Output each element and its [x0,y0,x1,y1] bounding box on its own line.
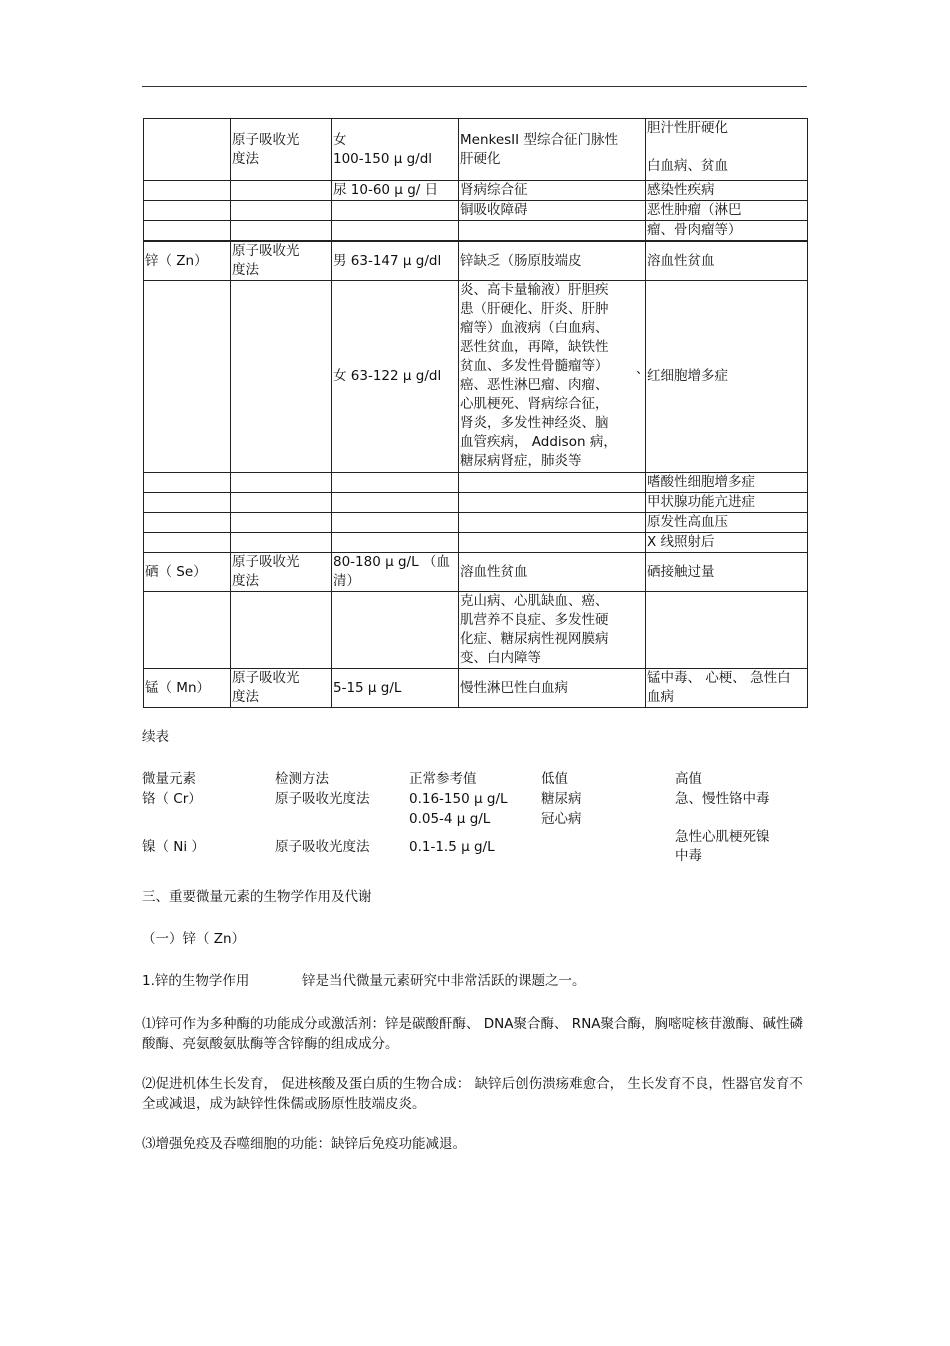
table-cell [332,533,459,553]
table-cell [144,473,231,493]
table-cell: 嗜酸性细胞增多症 [646,473,808,493]
table-cell: 80-180 μ g/L （血 清） [332,553,459,592]
table-cell [459,473,646,493]
table-cell: 锰中毒、 心梗、 急性白 血病 [646,669,808,708]
table-cell [144,533,231,553]
table-cell [144,592,231,669]
col-header-element: 微量元素 [142,771,196,787]
table-cell [332,513,459,533]
paragraph-1: ⑴锌可作为多种酶的功能成分或激活剂：锌是碳酸酐酶、 DNA聚合酶、 RNA聚合酶，胸嘧啶核苷激酶、碱性磷酸酶、亮氨酸氨肽酶等含锌酶的组成成分。 [142,1016,804,1052]
ni-element: 镍（ Ni ） [142,839,205,855]
table-cell: 锌缺乏（肠原肢端皮 [459,241,646,281]
table-cell [332,201,459,221]
table-cell [231,221,332,242]
table-cell: 5-15 μ g/L [332,669,459,708]
table-cell: 溶血性贫血 [646,241,808,281]
cr-low-1: 糖尿病 [541,791,582,807]
cr-method: 原子吸收光度法 [275,791,370,807]
table-cell: 硒（ Se） [144,553,231,592]
table-cell [231,281,332,473]
table-cell: 原子吸收光 度法 [231,119,332,181]
table-row [144,553,808,592]
table-cell [332,221,459,242]
stray-mark: 、 [636,362,650,377]
table-cell: 锰（ Mn） [144,669,231,708]
ni-method: 原子吸收光度法 [275,839,370,855]
cr-element: 铬（ Cr） [142,791,202,807]
item1-text: 锌是当代微量元素研究中非常活跃的课题之一。 [302,973,586,989]
continued-title: 续表 [142,729,169,745]
table-cell: 硒接触过量 [646,553,808,592]
table-cell: 恶性肿瘤（淋巴 [646,201,808,221]
table-cell [459,513,646,533]
table-cell [144,221,231,242]
table-cell [231,592,332,669]
table-row [144,533,808,553]
table-row [144,221,808,242]
col-header-method: 检测方法 [275,771,329,787]
ni-high: 急性心肌梗死镍 中毒 [675,829,770,864]
table-cell [332,473,459,493]
section-heading: 三、重要微量元素的生物学作用及代谢 [142,889,372,905]
table-cell [144,493,231,513]
table-cell [332,592,459,669]
table-cell: MenkesII 型综合征门脉性 肝硬化 [459,119,646,181]
table-row [144,201,808,221]
table-cell: 铜吸收障碍 [459,201,646,221]
table-cell: 尿 10-60 μ g/ 日 [332,181,459,201]
table-cell [646,592,808,669]
table-cell [231,181,332,201]
table-cell: X 线照射后 [646,533,808,553]
table-row [144,669,808,708]
table-cell: 肾病综合征 [459,181,646,201]
cr-high: 急、慢性铬中毒 [675,791,770,807]
table-cell: 慢性淋巴性白血病 [459,669,646,708]
table-cell: 原子吸收光 度法 [231,669,332,708]
table-cell: 克山病、心肌缺血、癌、 肌营养不良症、多发性硬 化症、糖尿病性视网膜病 变、白内障等 [459,592,646,669]
table-cell [459,221,646,242]
table-cell [144,513,231,533]
table-cell [144,181,231,201]
table-row [144,281,808,473]
cr-value-1: 0.16-150 μ g/L [409,791,508,807]
table-cell [144,119,231,181]
table-row [144,473,808,493]
table-cell: 男 63-147 μ g/dl [332,241,459,281]
table-cell: 胆汁性肝硬化 白血病、贫血 [646,119,808,181]
table-row [144,592,808,669]
table-cell: 锌（ Zn） [144,241,231,281]
header-rule [142,86,807,87]
table-cell: 原子吸收光 度法 [231,241,332,281]
table-cell [231,513,332,533]
table-row [144,493,808,513]
cr-value-2: 0.05-4 μ g/L [409,811,491,827]
table-row [144,181,808,201]
table-cell: 溶血性贫血 [459,553,646,592]
trace-element-table [143,118,808,708]
table-cell: 感染性疾病 [646,181,808,201]
col-header-high: 高值 [675,771,702,787]
table-cell [332,493,459,513]
table-cell: 女 63-122 μ g/dl [332,281,459,473]
table-cell [144,201,231,221]
col-header-low: 低值 [541,771,568,787]
table-cell: 原子吸收光 度法 [231,553,332,592]
table-cell: 炎、高卡量输液）肝胆疾 患（肝硬化、肝炎、肝肿 瘤等）血液病（白血病、 恶性贫血，再障，缺铁性 贫血、多发性骨髓瘤等） 癌、恶性淋巴瘤、肉瘤、 心肌梗死、肾病综合征， 肾炎，多发性神经炎、脑 血管疾病， Addison 病， 糖尿病肾症，肺炎等 [459,281,646,473]
table-cell [459,493,646,513]
subsection-heading: （一）锌（ Zn） [142,931,246,947]
table-cell: 红细胞增多症 [646,281,808,473]
table-cell [459,533,646,553]
item1-title: 1.锌的生物学作用 [142,973,250,989]
table-cell [231,201,332,221]
ni-value: 0.1-1.5 μ g/L [409,839,495,855]
table-row [144,513,808,533]
table-cell [144,281,231,473]
table-cell [231,493,332,513]
paragraph-3: ⑶增强免疫及吞噬细胞的功能：缺锌后免疫功能减退。 [142,1136,466,1152]
cr-low-2: 冠心病 [541,811,582,827]
table-row [144,119,808,181]
table-row [144,241,808,281]
table-cell: 原发性高血压 [646,513,808,533]
table-cell [231,533,332,553]
col-header-normal: 正常参考值 [409,771,477,787]
table-cell: 女 100-150 μ g/dl [332,119,459,181]
table-cell: 甲状腺功能亢进症 [646,493,808,513]
paragraph-2: ⑵促进机体生长发育， 促进核酸及蛋白质的生物合成： 缺锌后创伤溃疡难愈合， 生长发育不良，性器官发育不全或减退，成为缺锌性侏儒或肠原性肢端皮炎。 [142,1076,803,1112]
table-cell [231,473,332,493]
table-cell: 瘤、骨肉瘤等） [646,221,808,242]
